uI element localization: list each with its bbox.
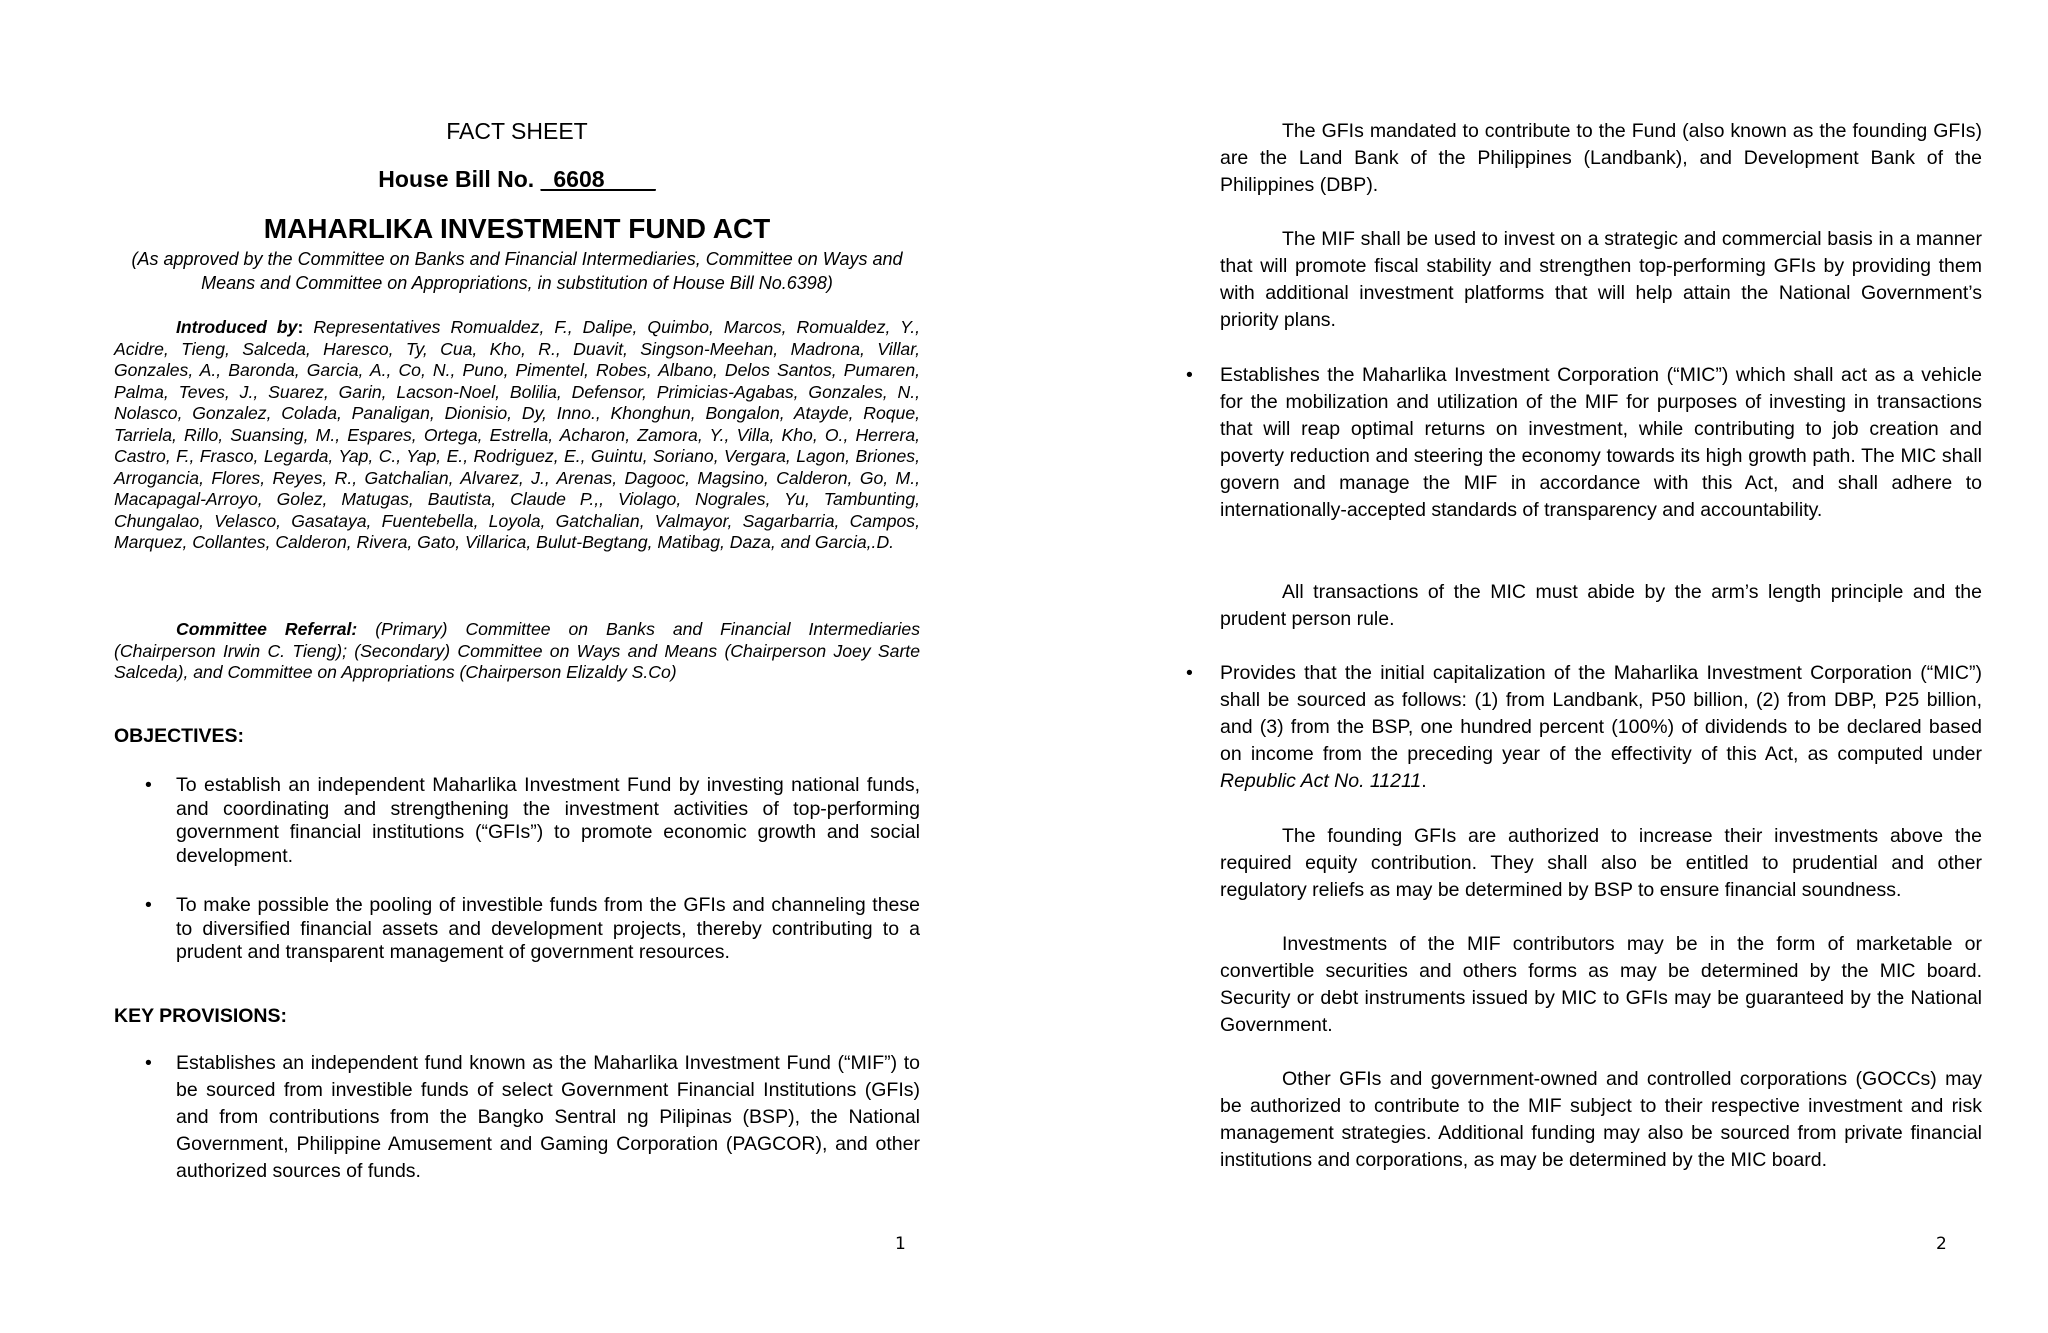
act-title: MAHARLIKA INVESTMENT FUND ACT (263, 213, 771, 244)
page-number: 1 (895, 1234, 906, 1254)
committee-referral-text: (Primary) Committee on Banks and Financial Intermediaries (Chairperson Irwin C. Tieng); (Secondary) Committee on Ways and Means (Chairperson Joey Sarte Salceda), and Committee on Appropriations (Chairperson Elizaldy S.Co) (114, 619, 920, 682)
founding-gfis-paragraph: The GFIs mandated to contribute to the Fund (also known as the founding GFIs) are the Land Bank of the Philippines (Landbank), and Development Bank of the Philippines (DBP). (1220, 120, 1982, 196)
provision-text: Establishes the Maharlika Investment Corporation (“MIC”) which shall act as a vehicle for the mobilization and utilization of the MIF for purposes of investing in transactions that will reap optimal returns on investment, while contributing to job creation and poverty reduction and steering the economy towards its high growth path. The MIC shall govern and manage the MIF in accordance with this Act, and shall adhere to internationally-accepted standards of transparency and accountability. (1220, 364, 1982, 521)
introduced-by-colon: : (297, 317, 304, 337)
committee-referral-paragraph (114, 619, 920, 684)
committee-referral-label: Committee Referral: (176, 619, 358, 639)
provision-item (1186, 362, 1982, 524)
provision-text: Provides that the initial capitalization of the Maharlika Investment Corporation (“MIC”) shall be sourced as follows: (1) from Landbank, P50 billion, (2) from DBP, P25 billion, and (3) from the BSP, one hundred percent (100%) of dividends to be declared based on income from the preceding year of the effectivity of this Act, as computed under (1220, 662, 1982, 765)
act-subtitle: (As approved by the Committee on Banks and Financial Intermediaries, Committee on Ways and Means and Committee on Appropriations, in substitution of House Bill No.6398) (131, 249, 903, 293)
bill-number-line (114, 166, 920, 193)
bill-number: _6608____ (540, 166, 656, 192)
fact-sheet-heading: FACT SHEET (446, 118, 588, 144)
page-2 (1024, 0, 2048, 1333)
bill-label: House Bill No. (378, 166, 535, 192)
objective-item (145, 894, 920, 965)
republic-act-reference: Republic Act No. 11211 (1220, 770, 1422, 792)
provision-item (1186, 660, 1982, 795)
bullet-icon: • (145, 1052, 152, 1074)
bullet-icon: • (1186, 662, 1193, 684)
arms-length-paragraph: All transactions of the MIC must abide by the arm’s length principle and the prudent person rule. (1220, 581, 1982, 630)
bullet-icon: • (145, 774, 152, 796)
bullet-icon: • (1186, 364, 1193, 386)
objective-text: To make possible the pooling of investible funds from the GFIs and channeling these to diversified financial assets and development projects, thereby contributing to a prudent and transparent management of government resources. (176, 894, 920, 963)
key-provisions-heading: KEY PROVISIONS: (114, 1005, 288, 1027)
investments-paragraph: Investments of the MIF contributors may be in the form of marketable or convertible securities and others forms as may be determined by the MIC board. Security or debt instruments issued by MIC to GFIs may be guaranteed by the National Government. (1220, 933, 1982, 1036)
provision-item (145, 1050, 920, 1185)
page-number: 2 (1936, 1234, 1947, 1254)
bullet-icon: • (145, 894, 152, 916)
introduced-by-label: Introduced by (176, 317, 298, 337)
objective-text: To establish an independent Maharlika Investment Fund by investing national funds, and coordinating and strengthening the investment activities of top-performing government financial institutions (“GFIs”) to promote economic growth and social development. (176, 774, 920, 867)
objectives-heading: OBJECTIVES: (114, 725, 245, 747)
introduced-by-paragraph (114, 317, 920, 554)
objective-item (145, 774, 920, 868)
provision-end: . (1421, 770, 1427, 792)
other-gfis-paragraph: Other GFIs and government-owned and controlled corporations (GOCCs) may be authorized to contribute to the MIF subject to their respective investment and risk management strategies. Additional funding may also be sourced from private financial institutions and corporations, as may be determined by the MIC board. (1220, 1068, 1982, 1171)
equity-paragraph: The founding GFIs are authorized to increase their investments above the required equity contribution. They shall also be entitled to prudential and other regulatory reliefs as may be determined by BSP to ensure financial soundness. (1220, 825, 1982, 901)
introduced-by-authors: Representatives Romualdez, F., Dalipe, Quimbo, Marcos, Romualdez, Y., Acidre, Tieng, Salceda, Haresco, Ty, Cua, Kho, R., Duavit, Singson-Meehan, Madrona, Villar, Gonzales, A., Baronda, Garcia, A., Co, N., Puno, Pimentel, Robes, Albano, Delos Santos, Pumaren, Palma, Teves, J., Suarez, Garin, Lacson-Noel, Bolilia, Defensor, Primicias-Agabas, Gonzales, N., Nolasco, Gonzalez, Colada, Panaligan, Dionisio, Dy, Inno., Khonghun, Bongalon, Atayde, Roque, Tarriela, Rillo, Suansing, M., Espares, Ortega, Estrella, Acharon, Zamora, Y., Villa, Kho, O., Herrera, Castro, F., Frasco, Legarda, Yap, C., Yap, E., Rodriguez, E., Guintu, Soriano, Vergara, Lagon, Briones, Arrogancia, Flores, Reyes, R., Gatchalian, Alvarez, J., Arenas, Dagooc, Magsino, Calderon, Go, M., Macapagal-Arroyo, Golez, Matugas, Bautista, Claude P.,, Violago, Nograles, Yu, Tambunting, Chungalao, Velasco, Gasataya, Fuentebella, Loyola, Gatchalian, Valmayor, Sagarbarria, Campos, Marquez, Collantes, Calderon, Rivera, Gato, Villarica, Bulut-Begtang, Matibag, Daza, and Garcia,.D. (114, 317, 920, 552)
provision-text: Establishes an independent fund known as the Maharlika Investment Fund (“MIF”) to be sourced from investible funds of select Government Financial Institutions (GFIs) and from contributions from the Bangko Sentral ng Pilipinas (BSP), the National Government, Philippine Amusement and Gaming Corporation (PAGCOR), and other authorized sources of funds. (176, 1052, 920, 1182)
mif-usage-paragraph: The MIF shall be used to invest on a strategic and commercial basis in a manner that will promote fiscal stability and strengthen top-performing GFIs by providing them with additional investment platforms that will help attain the National Government’s priority plans. (1220, 228, 1982, 331)
